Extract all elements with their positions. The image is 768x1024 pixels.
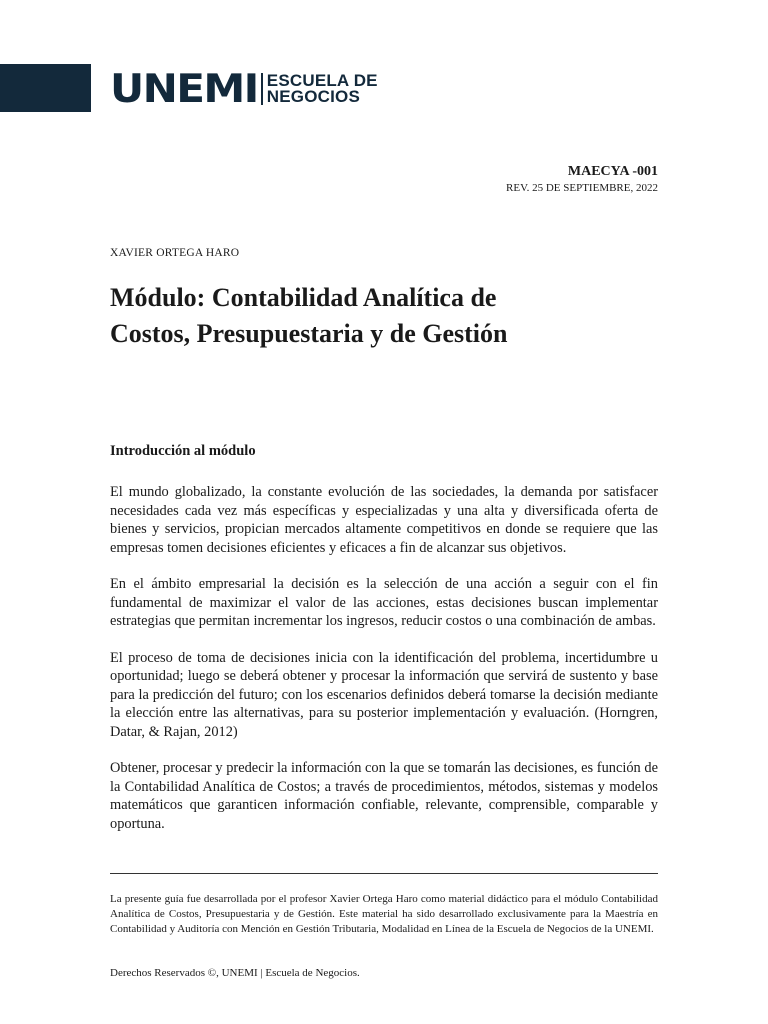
title-line-1: Módulo: Contabilidad Analítica de [110, 283, 497, 312]
paragraph: Obtener, procesar y predecir la información con la que se tomarán las decisiones, es función de la Contabilidad Analítica de Costos; a través de procedimientos, métodos, sistemas y modelos matemáticos que garanticen información confiable, relevante, comprensible, comparable y oportuna. [110, 760, 658, 832]
logo-subtitle [267, 73, 378, 105]
footer-note: La presente guía fue desarrollada por el profesor Xavier Ortega Haro como material didáctico para el módulo Contabilidad Analítica de Costos, Presupuestaria y de Gestión. Este material ha sido desarrollado exclusivamente para la Maestría en Contabilidad y Auditoría con Mención en Gestión Tributaria, Modalidad en Línea de la Escuela de Negocios de la UNEMI. [110, 893, 658, 936]
main-content [110, 441, 658, 851]
footer-divider [110, 873, 658, 874]
title-line-2: Costos, Presupuestaria y de Gestión [110, 319, 508, 348]
paragraph: En el ámbito empresarial la decisión es la selección de una acción a seguir con el fin fundamental de maximizar el valor de las acciones, estas decisiones buscan implementar estrategias que permitan incrementar los ingresos, reducir costos o una combinación de ambas. [110, 576, 658, 629]
logo-subtitle-line1: ESCUELA DE [266, 71, 378, 90]
logo-wordmark: UNEMI [110, 66, 258, 112]
page-title [110, 280, 670, 352]
document-revision: REV. 25 DE SEPTIEMBRE, 2022 [506, 182, 658, 194]
logo-divider [261, 73, 263, 105]
footer-copyright: Derechos Reservados ©, UNEMI | Escuela de Negocios. [110, 967, 360, 979]
paragraph: El proceso de toma de decisiones inicia con la identificación del problema, incertidumbre u oportunidad; luego se deberá obtener y procesar la información que servirá de sustento y base para la predicción del futuro; con los escenarios definidos deberá tomarse la decisión mediante la elección entre las alternativas, para su posterior implementación y evaluación. (Horngren, Datar, & Rajan, 2012) [110, 649, 658, 740]
document-code: MAECYA -001 [567, 164, 658, 179]
unemi-logo [110, 66, 378, 112]
header-accent-bar [0, 64, 91, 112]
paragraph: El mundo globalizado, la constante evolución de las sociedades, la demanda por satisfacer necesidades cada vez más específicas y especializadas y una alta y diversificada oferta de bienes y servicios, propician mercados altamente competitivos en donde se requiere que las empresas tomen decisiones eficientes y eficaces a fin de alcanzar sus objetivos. [110, 484, 658, 556]
section-heading: Introducción al módulo [110, 443, 256, 459]
author-name: XAVIER ORTEGA HARO [110, 247, 240, 259]
document-code-block [506, 163, 658, 195]
logo-subtitle-line2: NEGOCIOS [266, 87, 361, 106]
